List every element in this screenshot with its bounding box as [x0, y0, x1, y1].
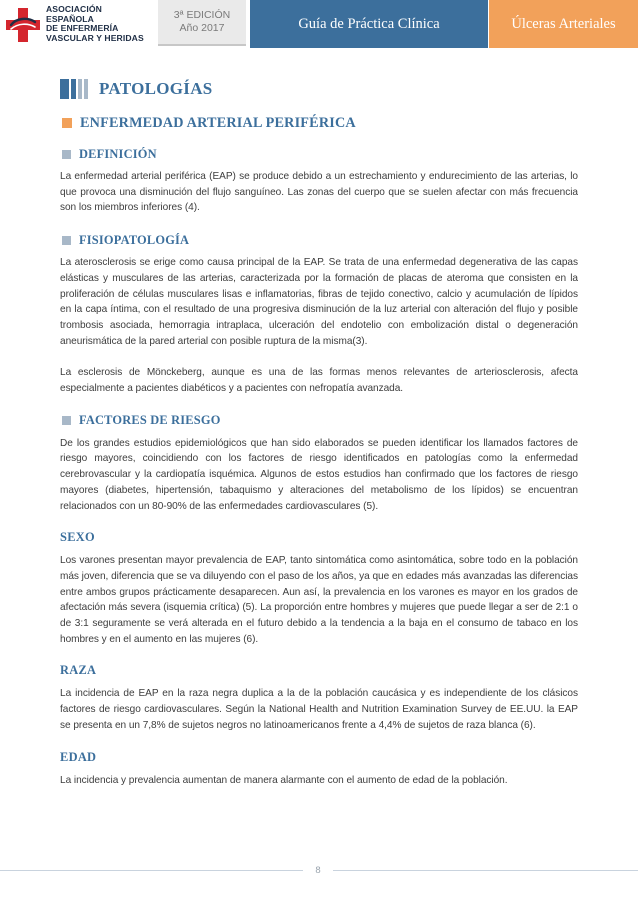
page-header: [0, 0, 638, 48]
logo-text: [46, 5, 144, 43]
subheading-raza: RAZA: [60, 663, 97, 678]
orange-square-icon: [62, 118, 72, 128]
edition-year: Año 2017: [179, 22, 225, 34]
paragraph-edad: La incidencia y prevalencia aumentan de manera alarmante con el aumento de edad de la población.: [60, 774, 508, 786]
paragraph-definicion: La enfermedad arterial periférica (EAP) se produce debido a un estrechamiento y endurecimiento de las arterias, lo que provoca una disminución del flujo sanguíneo. Las zonas del cuerpo que se suelen afectar con más frecuencia son los miembros inferiores (4).: [60, 171, 578, 214]
subheading-title: FACTORES DE RIESGO: [79, 413, 221, 428]
section-title: ENFERMEDAD ARTERIAL PERIFÉRICA: [80, 114, 356, 131]
subheading-edad: EDAD: [60, 749, 97, 764]
paragraph-fisiopatologia-1: La aterosclerosis se erige como causa principal de la EAP. Se trata de una enfermedad degenerativa de las capas elásticas y musculares de las arterias, caracterizada por la formación de placas de ateroma que consisten en la proliferación de células musculares lisas e inflamatorias, fibras de tejido conectivo, calcio y acumulación de lípidos en la capa íntima, con el resultado de una progresiva disminución de la luz arterial con alteración del flujo y posible trombosis asociada, hemorragia intraplaca, ulceración del endotelio con embolización distal o degeneración aneurismática de la pared arterial con posible ruptura de la misma(3).: [60, 257, 578, 347]
logo-line-2: ESPAÑOLA: [46, 13, 94, 24]
paragraph-fisiopatologia-2: La esclerosis de Mönckeberg, aunque es una de las formas menos relevantes de arteriosclerosis, afecta especialmente a pacientes diabéticos y a pacientes con nefropatía avanzada.: [60, 367, 578, 395]
blue-square-icon: [62, 150, 71, 159]
logo-line-4: VASCULAR Y HERIDAS: [46, 32, 144, 43]
blue-square-icon: [62, 416, 71, 425]
subheading-title: FISIOPATOLOGÍA: [79, 232, 190, 247]
page-content: [60, 78, 578, 804]
paragraph-sexo: Los varones presentan mayor prevalencia de EAP, tanto sintomática como asintomática, sobre todo en la población más joven, diferencia que se va diluyendo con el paso de los años, ya que en edades más avanzadas las diferencias entre ambos grupos prácticamente desaparecen. Aun así, la prevalencia en los varones es mayor en los grados de afectación más severa (isquemia crítica) (5). La proporción entre hombres y mujeres que puede llegar a ser de 2:1 o de 3:1 seguramente se verá alterada en el futuro debido a la tendencia a la baja en el consumo de tabaco en los hombres y en el aumento en las mujeres (6).: [60, 555, 578, 645]
edition-box: [158, 0, 246, 46]
subheading-fisiopatologia: [60, 232, 578, 248]
association-logo: [6, 4, 146, 44]
subheading-definicion: [60, 146, 578, 162]
paragraph-factores: De los grandes estudios epidemiológicos que han sido elaborados se pueden identificar los llamados factores de riesgo mayores, coincidiendo con los factores de riesgo identificados en patologías como la enfermedad cerebrovascular y la cardiopatía isquémica. Algunos de estos estudios han confirmado que los factores de riesgo mayores (diabetes, hipertensión, tabaquismo y alteraciones del metabolismo de los lípidos) se encuentran relacionados con un 80-90% de las enfermedades cardiovasculares (5).: [60, 437, 578, 512]
subheading-factores: [60, 413, 578, 429]
title-bars-icon: [60, 79, 90, 99]
page-title-row: [60, 78, 578, 100]
logo-line-3: DE ENFERMERÍA: [46, 23, 119, 34]
paragraph-raza: La incidencia de EAP en la raza negra duplica a la de la población caucásica y es independiente de los clásicos factores de riesgo cardiovasculares. Según la National Health and Nutrition Examination Survey de EE.UU. la EAP se presenta en un 7,8% de sujetos negros no latinoamericanos frente a 4,4% de sujetos de raza blanca (6).: [60, 688, 578, 731]
red-cross-icon: [6, 8, 40, 42]
subheading-title: DEFINICIÓN: [79, 146, 157, 161]
subheading-sexo: SEXO: [60, 530, 95, 545]
guide-title-tab: Guía de Práctica Clínica: [250, 0, 488, 48]
page-title: PATOLOGÍAS: [99, 79, 213, 98]
edition-number: 3ª EDICIÓN: [173, 9, 231, 21]
section-heading: [60, 114, 578, 132]
blue-square-icon: [62, 236, 71, 245]
topic-title-tab: Úlceras Arteriales: [489, 0, 638, 48]
page-number: 8: [303, 862, 333, 879]
logo-line-1: ASOCIACIÓN: [46, 4, 102, 14]
